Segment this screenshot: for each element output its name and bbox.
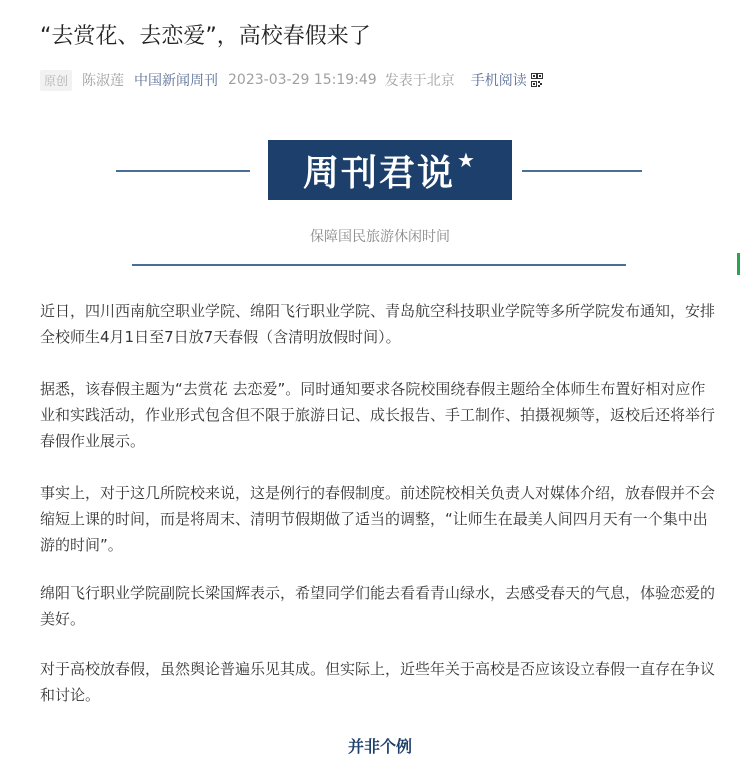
subtitle-divider	[132, 264, 626, 266]
banner-divider-left	[116, 170, 250, 172]
source-link[interactable]: 中国新闻周刊	[134, 73, 219, 89]
banner-logo	[268, 140, 512, 200]
paragraph: 对于高校放春假，虽然舆论普遍乐见其成。但实际上，近些年关于高校是否应该设立春假一直存在争议和讨论。	[40, 660, 716, 704]
banner-divider-right	[522, 170, 642, 172]
article-subtitle: 保障国民旅游休闲时间	[310, 229, 450, 245]
qr-code-icon[interactable]	[531, 73, 543, 87]
original-tag: 原创	[40, 70, 72, 91]
paragraph: 近日，四川西南航空职业学院、绵阳飞行职业学院、青岛航空科技职业学院等多所学院发布通知，安排全校师生4月1日至7日放7天春假（含清明放假时间）。	[40, 302, 716, 346]
star-icon: ★	[457, 148, 477, 172]
paragraph: 绵阳飞行职业学院副院长梁国辉表示，希望同学们能去看看青山绿水，去感受春天的气息，体验恋爱的美好。	[40, 584, 716, 628]
column-banner	[40, 140, 720, 200]
mobile-read-link[interactable]: 手机阅读	[470, 73, 527, 89]
paragraph: 事实上，对于这几所院校来说，这是例行的春假制度。前述院校相关负责人对媒体介绍，放春假并不会缩短上课的时间，而是将周末、清明节假期做了适当的调整，“让师生在最美人间四月天有一个集中出游的时间”。	[40, 484, 716, 554]
section-heading: 并非个例	[347, 737, 412, 756]
article-title: “去赏花、去恋爱”，高校春假来了	[40, 24, 371, 49]
paragraph: 据悉，该春假主题为“去赏花 去恋爱”。同时通知要求各院校围绕春假主题给全体师生布置好相对应作业和实践活动，作业形式包含但不限于旅游日记、成长报告、手工制作、拍摄视频等，返校后还将举行春假作业展示。	[40, 380, 716, 450]
publish-datetime: 2023-03-29 15:19:49	[228, 72, 377, 88]
article-meta	[40, 69, 543, 91]
author-name: 陈淑莲	[82, 73, 125, 89]
scroll-indicator[interactable]	[737, 253, 740, 275]
banner-text: 周刊君说	[303, 152, 456, 194]
publish-location: 发表于北京	[384, 73, 455, 89]
